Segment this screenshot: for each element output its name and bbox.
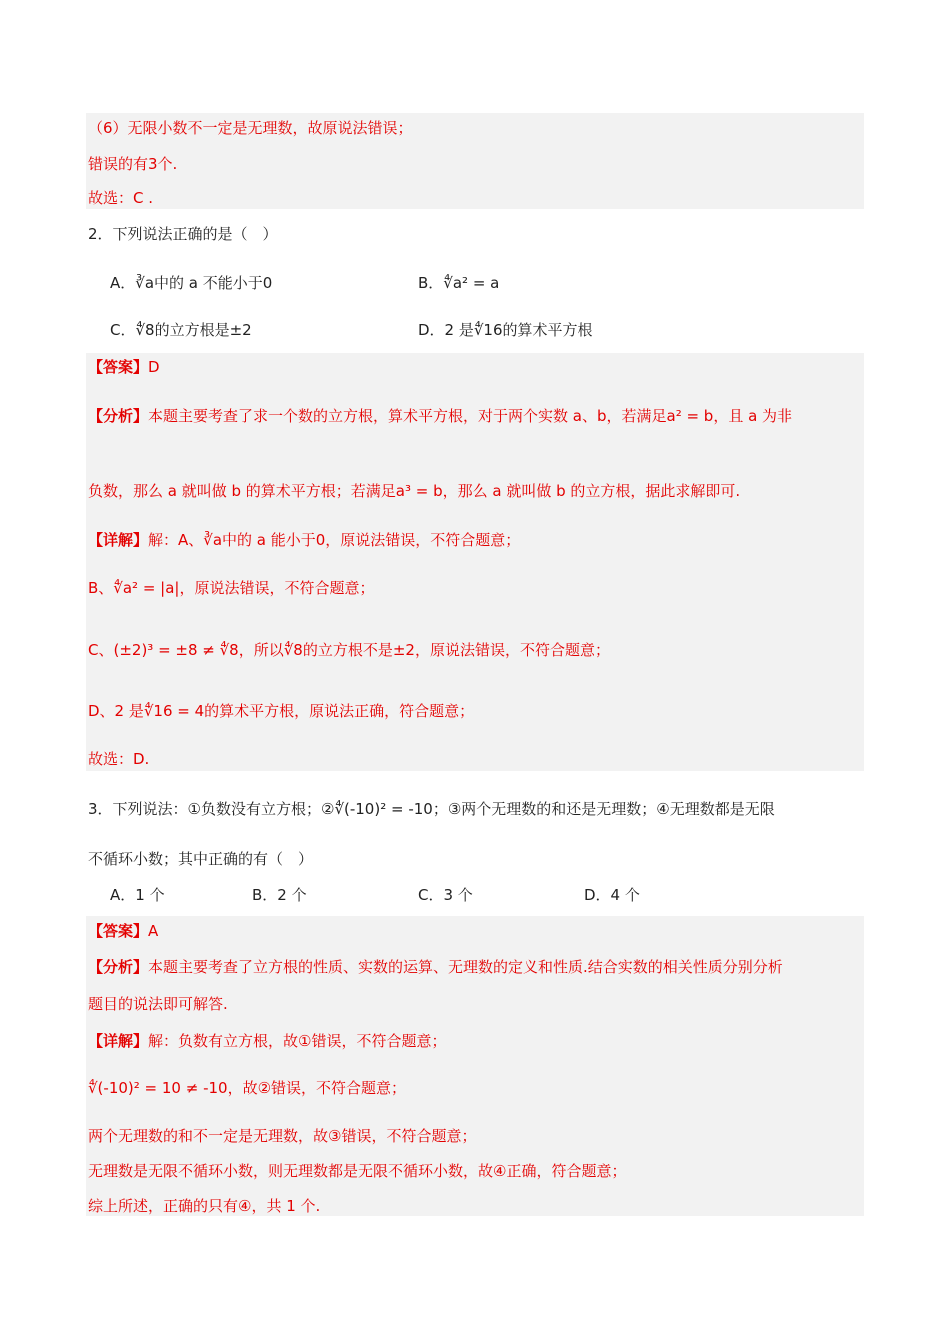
q1-count: 错误的有3个. <box>88 155 178 173</box>
detail-text: 解：负数有立方根，故①错误，不符合题意； <box>148 1032 447 1050</box>
q2-analysis-line2: 负数，那么 a 就叫做 b 的算术平方根；若满足a³ = b，那么 a 就叫做 b 的立方根，据此求解即可. <box>88 482 741 500</box>
detail-tag: 【详解】 <box>88 531 149 549</box>
q3-detail-3: 两个无理数的和不一定是无理数，故③错误，不符合题意； <box>88 1127 477 1145</box>
q3-option-c: C．3 个 <box>418 886 473 904</box>
answer-tag: 【答案】 <box>88 358 149 376</box>
q2-detail-c: C、(±2)³ = ±8 ≠ ∜8，所以∜8的立方根不是±2，原说法错误，不符合题意； <box>88 641 610 659</box>
q3-option-a: A．1 个 <box>110 886 165 904</box>
q2-option-a: A．∛a中的 a 不能小于0 <box>110 274 273 292</box>
q3-detail-2: ∜(-10)² = 10 ≠ -10，故②错误，不符合题意； <box>88 1079 407 1097</box>
q3-detail-4: 无理数是无限不循环小数，则无理数都是无限不循环小数，故④正确，符合题意； <box>88 1162 627 1180</box>
q3-answer <box>88 921 158 941</box>
q2-detail-d: D、2 是∜16 = 4的算术平方根，原说法正确，符合题意； <box>88 702 475 720</box>
q1-step-6: （6）无限小数不一定是无理数，故原说法错误； <box>88 119 413 137</box>
q3-analysis-line2: 题目的说法即可解答. <box>88 995 228 1013</box>
q3-option-d: D．4 个 <box>584 886 640 904</box>
analysis-text: 本题主要考查了立方根的性质、实数的运算、无理数的定义和性质.结合实数的相关性质分别分析 <box>148 958 783 976</box>
q3-detail-1 <box>88 1031 446 1051</box>
answer-value: A <box>148 922 159 940</box>
q2-option-b: B．∜a² = a <box>418 274 500 292</box>
q3-detail-5: 综上所述，正确的只有④，共 1 个. <box>88 1197 321 1215</box>
q3-stem-line1: 3．下列说法：①负数没有立方根；②∜(-10)² = -10；③两个无理数的和还是无理数；④无理数都是无限 <box>88 800 775 818</box>
q2-option-d: D．2 是∜16的算术平方根 <box>418 321 593 339</box>
q3-analysis-line1 <box>88 957 783 977</box>
q2-detail-b: B、∜a² = |a|，原说法错误，不符合题意； <box>88 579 375 597</box>
q2-detail-a <box>88 530 520 550</box>
answer-value: D <box>148 358 160 376</box>
q2-option-c: C．∜8的立方根是±2 <box>110 321 252 339</box>
detail-text: 解：A、∛a中的 a 能小于0，原说法错误，不符合题意； <box>148 531 521 549</box>
q2-conclusion: 故选：D. <box>88 750 150 768</box>
analysis-tag: 【分析】 <box>88 958 149 976</box>
q2-analysis-line1 <box>88 406 792 426</box>
detail-tag: 【详解】 <box>88 1032 149 1050</box>
q1-conclusion: 故选：C . <box>88 189 154 207</box>
q2-answer <box>88 357 160 377</box>
q3-option-b: B．2 个 <box>252 886 307 904</box>
q3-stem-line2: 不循环小数；其中正确的有（ ） <box>88 850 314 868</box>
analysis-tag: 【分析】 <box>88 407 149 425</box>
q2-stem: 2．下列说法正确的是（ ） <box>88 225 278 243</box>
analysis-text: 本题主要考查了求一个数的立方根，算术平方根，对于两个实数 a、b，若满足a² = b，且 a 为非 <box>148 407 793 425</box>
answer-tag: 【答案】 <box>88 922 149 940</box>
